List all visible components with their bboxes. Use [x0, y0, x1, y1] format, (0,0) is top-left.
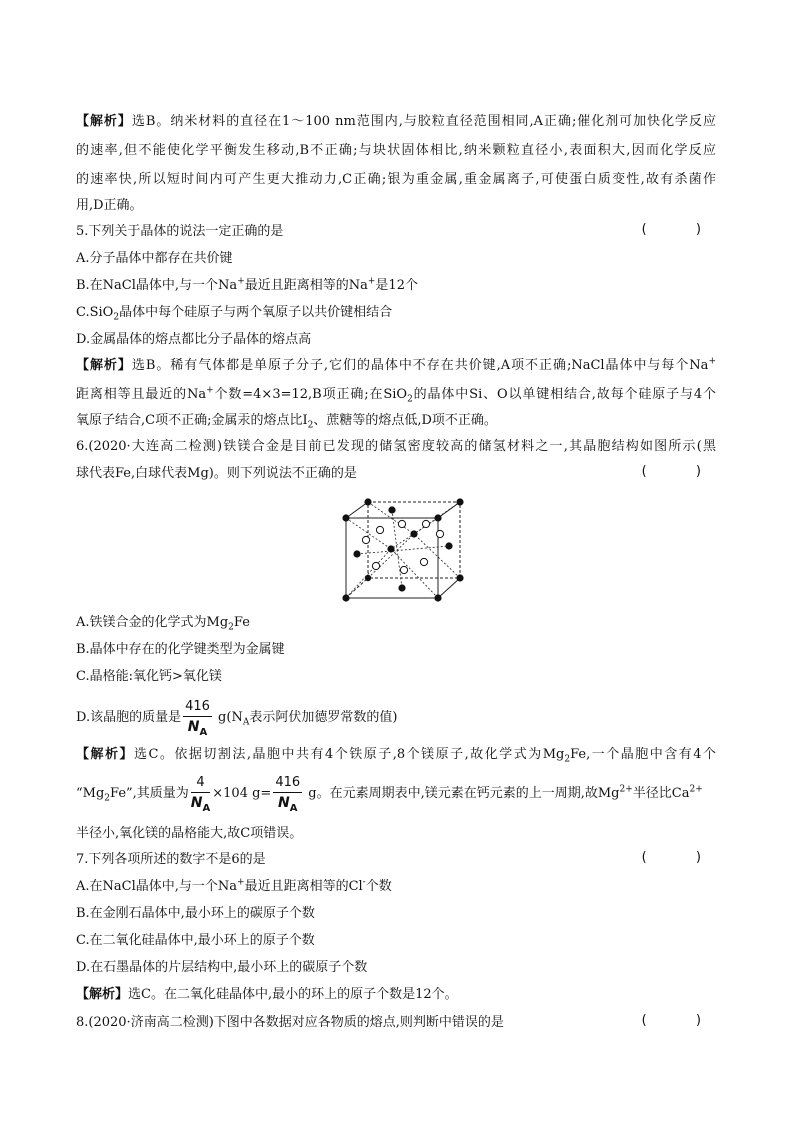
fraction-416-over-na: $\frac{416}{N_A}$ — [185, 699, 210, 738]
q7-answer-blank: ( ) — [640, 850, 703, 865]
q4-analysis-line-3: 的速率快,所以短时间内可产生更大推动力,C正确;银为重金属,重金属离子,可使蛋白质变性,故有杀菌作 — [76, 172, 716, 187]
q6-analysis-line-2: “$Mg_2Fe$”,其质量为 $\frac{4}{N_A}$ ×104 g= $\frac{416}{N_A}$ g。在元素周期表中,镁元素在钙元素的上一周期,故$Mg^{2+}$半径比$Ca^{2+}$ — [76, 775, 703, 814]
analysis-label: 【解析】 — [76, 114, 132, 129]
q6-option-b: B.晶体中存在的化学键类型为金属键 — [76, 642, 285, 657]
q6-analysis-line-3: 半径小,氧化镁的晶格能大,故C项错误。 — [76, 826, 303, 841]
q5-stem: 5.下列关于晶体的说法一定正确的是 — [76, 224, 284, 239]
q6-analysis-line-1: 【解析】选C。依据切割法,晶胞中共有4个铁原子,8个镁原子,故化学式为$Mg_2Fe$,一个晶胞中含有4个 — [76, 747, 716, 765]
fe-mg-crystal-cell-diagram — [338, 494, 468, 606]
q7-stem: 7.下列各项所述的数字不是6的是 — [76, 852, 266, 867]
fraction-4-over-na: $\frac{4}{N_A}$ — [190, 775, 211, 814]
q4-analysis-line-2: 的速率,但不能使化学平衡发生移动,B不正确;与块状固体相比,纳米颗粒直径小,表面积大,因而化学反应 — [76, 143, 716, 158]
q7-option-b: B.在金刚石晶体中,最小环上的碳原子个数 — [76, 906, 315, 921]
fe-atom-group — [342, 498, 463, 601]
q6-answer-blank: ( ) — [640, 464, 703, 479]
q8-answer-blank: ( ) — [640, 1013, 703, 1028]
q6-stem-line-1: 6.(2020·大连高二检测)铁镁合金是目前已发现的储氢密度较高的储氢材料之一,其晶胞结构如图所示(黑 — [76, 439, 716, 454]
mg-atom-group — [362, 520, 443, 573]
fraction-416-over-na-2: $\frac{416}{N_A}$ — [275, 775, 301, 814]
q6-stem-line-2: 球代表Fe,白球代表Mg)。则下列说法不正确的是 — [76, 466, 357, 481]
q5-analysis-line-1: 【解析】选B。稀有气体都是单原子分子,它们的晶体中不存在共价键,A项不正确;NaCl晶体中与每个Na+ — [76, 356, 716, 373]
q6-option-c: C.晶格能:氧化钙>氧化镁 — [76, 669, 222, 684]
q7-analysis: 【解析】选C。在二氧化硅晶体中,最小的环上的原子个数是12个。 — [76, 987, 458, 1002]
q6-option-a: A.铁镁合金的化学式为$Mg_2Fe$ — [76, 615, 250, 633]
q5-option-d: D.金属晶体的熔点都比分子晶体的熔点高 — [76, 332, 312, 347]
q5-answer-blank: ( ) — [640, 222, 703, 237]
q5-analysis-line-3: 氧原子结合,C项不正确;金属汞的熔点比$I_2$、蔗糖等的熔点低,D项不正确。 — [76, 413, 497, 431]
q4-analysis-line-4: 用,D正确。 — [76, 198, 143, 213]
q5-option-a: A.分子晶体中都存在共价键 — [76, 251, 233, 266]
q6-option-d: D.该晶胞的质量是 $\frac{416}{N_A}$ $g(N_A$表示阿伏加德罗常数的值) — [76, 699, 398, 738]
q7-option-a: A.在NaCl晶体中,与一个Na+最近且距离相等的Cl-个数 — [76, 877, 392, 894]
q5-analysis-line-2: 距离相等且最近的Na+个数=4×3=12,B项正确;在SiO$_2$的晶体中Si、O以单键相结合,故每个硅原子与4个 — [76, 385, 716, 405]
q7-option-d: D.在石墨晶体的片层结构中,最小环上的碳原子个数 — [76, 960, 368, 975]
q4-analysis-line-1: 【解析】选B。纳米材料的直径在1～100 nm范围内,与胶粒直径范围相同,A正确;催化剂可加快化学反应 — [76, 114, 716, 129]
q8-stem: 8.(2020·济南高二检测)下图中各数据对应各物质的熔点,则判断中错误的是 — [76, 1015, 504, 1030]
q5-option-b: B.在NaCl晶体中,与一个Na+最近且距离相等的Na+是12个 — [76, 276, 418, 293]
q5-option-c: C.SiO$_2$晶体中每个硅原子与两个氧原子以共价键相结合 — [76, 305, 393, 323]
q7-option-c: C.在二氧化硅晶体中,最小环上的原子个数 — [76, 933, 315, 948]
